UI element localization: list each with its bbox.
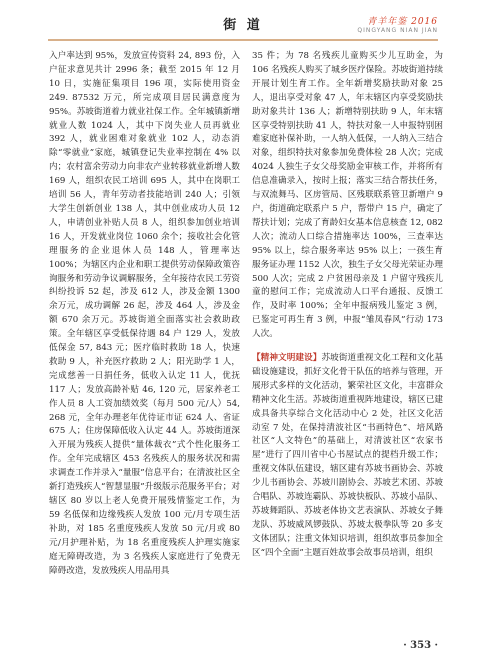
paragraph: 入户率达到 95%，发放宣传资料 24, 893 份，入户征求意见共计 2996 条；截至 2015 年 12 月 10 日，实施征集项目 196 项，实际使用资金 249. 87532 万元，所完成项目居民满意度为 95%。苏坡街道着力就业社保工作。全年城镇新增就业人数 1024 人，其中下岗失业人员再就业 392 人，就业困难对象就业 102 人，动态消除“零就业”家庭，城镇登记失业率控制在 4% 以内；农村富余劳动力向非农产业转移就业新增人数 169 人，组织农民工培训 695 人，其中在岗职工培训 56 人，青年劳动者技能培训 240 人；引领大学生创新创业 138 人，其中创业成功人员 12 人，申请创业补贴人员 8 人，组织参加创业培训 16 人，开发就业岗位 1060 余个；接收社会化管理服务的企业退休人员 148 人，管理率达 100%；为辖区内企业和职工提供劳动保障政策咨询服务和劳动争议调解服务，全年接待农民工劳资纠纷投诉 52 起，涉及 612 人，涉及金额 1300 余万元，成功调解 26 起，涉及 464 人，涉及金额 670 余万元。苏坡街道全面落实社会救助政策。全年辖区享受低保待遇 84 户 129 人，发放低保金 57, 843 元；医疗临时救助 18 人，快速救助 9 人，补充医疗救助 2 人；阳光助学 1 人，完成慈善一日捐任务，低收入认定 11 人，优抚 117 人；发放高龄补贴 46, 120 元，居家养老工作人员 8 人工资加绩效奖（每月 500 元/人）54, 268 元，全年办理老年优待证市证 624 人、省证 675 人；住房保障低收入认定 44 人。苏坡街道深入开展为残疾人提供“量体裁衣”式个性化服务工作。全年完成辖区 453 名残疾人的服务状况和需求调查工作并录入“量服”信息平台；在清波社区全新打造残疾人“智慧显服”升级版示范服务平台；对辖区 80 岁以上老人免费开展残情鉴定工作，为 59 名低保和边缘残疾人发放 100 元/月专项生活补助，对 185 名重度残疾人发放 50 元/月或 80 元/月护理补贴，为 18 名重度残疾人护理实施家庭无障碍改造，为 3 名残疾人家庭进行了免费无障碍改造，发放残疾人用品用具 <box>49 51 240 576</box>
left-column <box>49 50 240 632</box>
yearbook-brand: 青羊年鉴 2016 <box>367 17 438 27</box>
section-paragraph <box>252 352 443 561</box>
page-number: · 353 · <box>403 640 438 651</box>
body-columns <box>49 50 443 632</box>
section-title: 街 道 <box>223 18 263 33</box>
page-header <box>48 12 438 42</box>
paragraph: 35 件；为 78 名残疾儿童购买少儿互助金，为 106 名残疾人购买了城乡医疗保险。苏坡街道持续开展计划生育工作。全年新增奖励扶助对象 25 人，退出享受对象 47 人，年末辖区内享受奖励扶助对象共计 136 人；新增特别扶助 9 人，年末辖区享受特别扶助 41 人，特扶对象一人申报特别困难家庭补保补助，一人纳入低保，一人纳入三结合对象，组织特扶对象参加免费体检 28 人次；完成 4024 人独生子女父母奖励金审核工作，并将所有信息准确录入，按时上报；落实三结合帮扶任务，与双流舞马、区房管局、区残联联系管卫新增户 9 户，街道确定联系户 5 户，帮带户 15 户，确定了帮扶计划；完成了育龄妇女基本信息核查 12, 082 人次；流动人口综合措施率达 100%，三查率达 95% 以上，综合服务率达 95% 以上；一孩生育服务证办理 1152 人次，独生子女父母光荣证办理 500 人次；完成 2 户贫困母亲及 1 户留守残疾儿童的慰问工作；完成流动人口平台通报、反馈工作，及时率 100%；全年申报病残儿鉴定 3 例，已鉴定可再生育 3 例，申报“雏凤春风”行动 173 人次。 <box>252 51 443 340</box>
right-column <box>252 50 443 632</box>
header-divider <box>48 39 438 41</box>
section-text: 苏坡街道重视文化工程和文化基础设施建设，抓好文化骨干队伍的培养与管理，开展形式多样的文化活动，繁荣社区文化，丰富群众精神文化生活。苏坡街道重视阵地建设，辖区已建成具备共享综合文化活动中心 2 处，社区文化活动室 7 处，在保持清波社区“书画特色”、培风路社区“人文特色”的基础上，对清波社区“农家书屋”进行了四川省中心书屋试点的提档升级工作；重视文体队伍建设，辖区建有苏坡书画协会、苏坡少儿书画协会、苏坡川剧协会、苏坡艺术团、苏坡合唱队、苏坡连霸队、苏坡快板队、苏坡小品队、苏坡舞蹈队、苏坡老体协文艺表演队、苏坡女子舞龙队、苏坡威风锣鼓队、苏坡太极拳队等 20 多支文体团队；注重文体知识培训，组织故事员参加全区“四个全面”主题百姓故事会故事员培训，组织 <box>252 353 443 558</box>
section-tag: 【精神文明建设】 <box>252 353 322 364</box>
yearbook-pinyin: QINGYANG NIAN JIAN <box>357 27 438 34</box>
